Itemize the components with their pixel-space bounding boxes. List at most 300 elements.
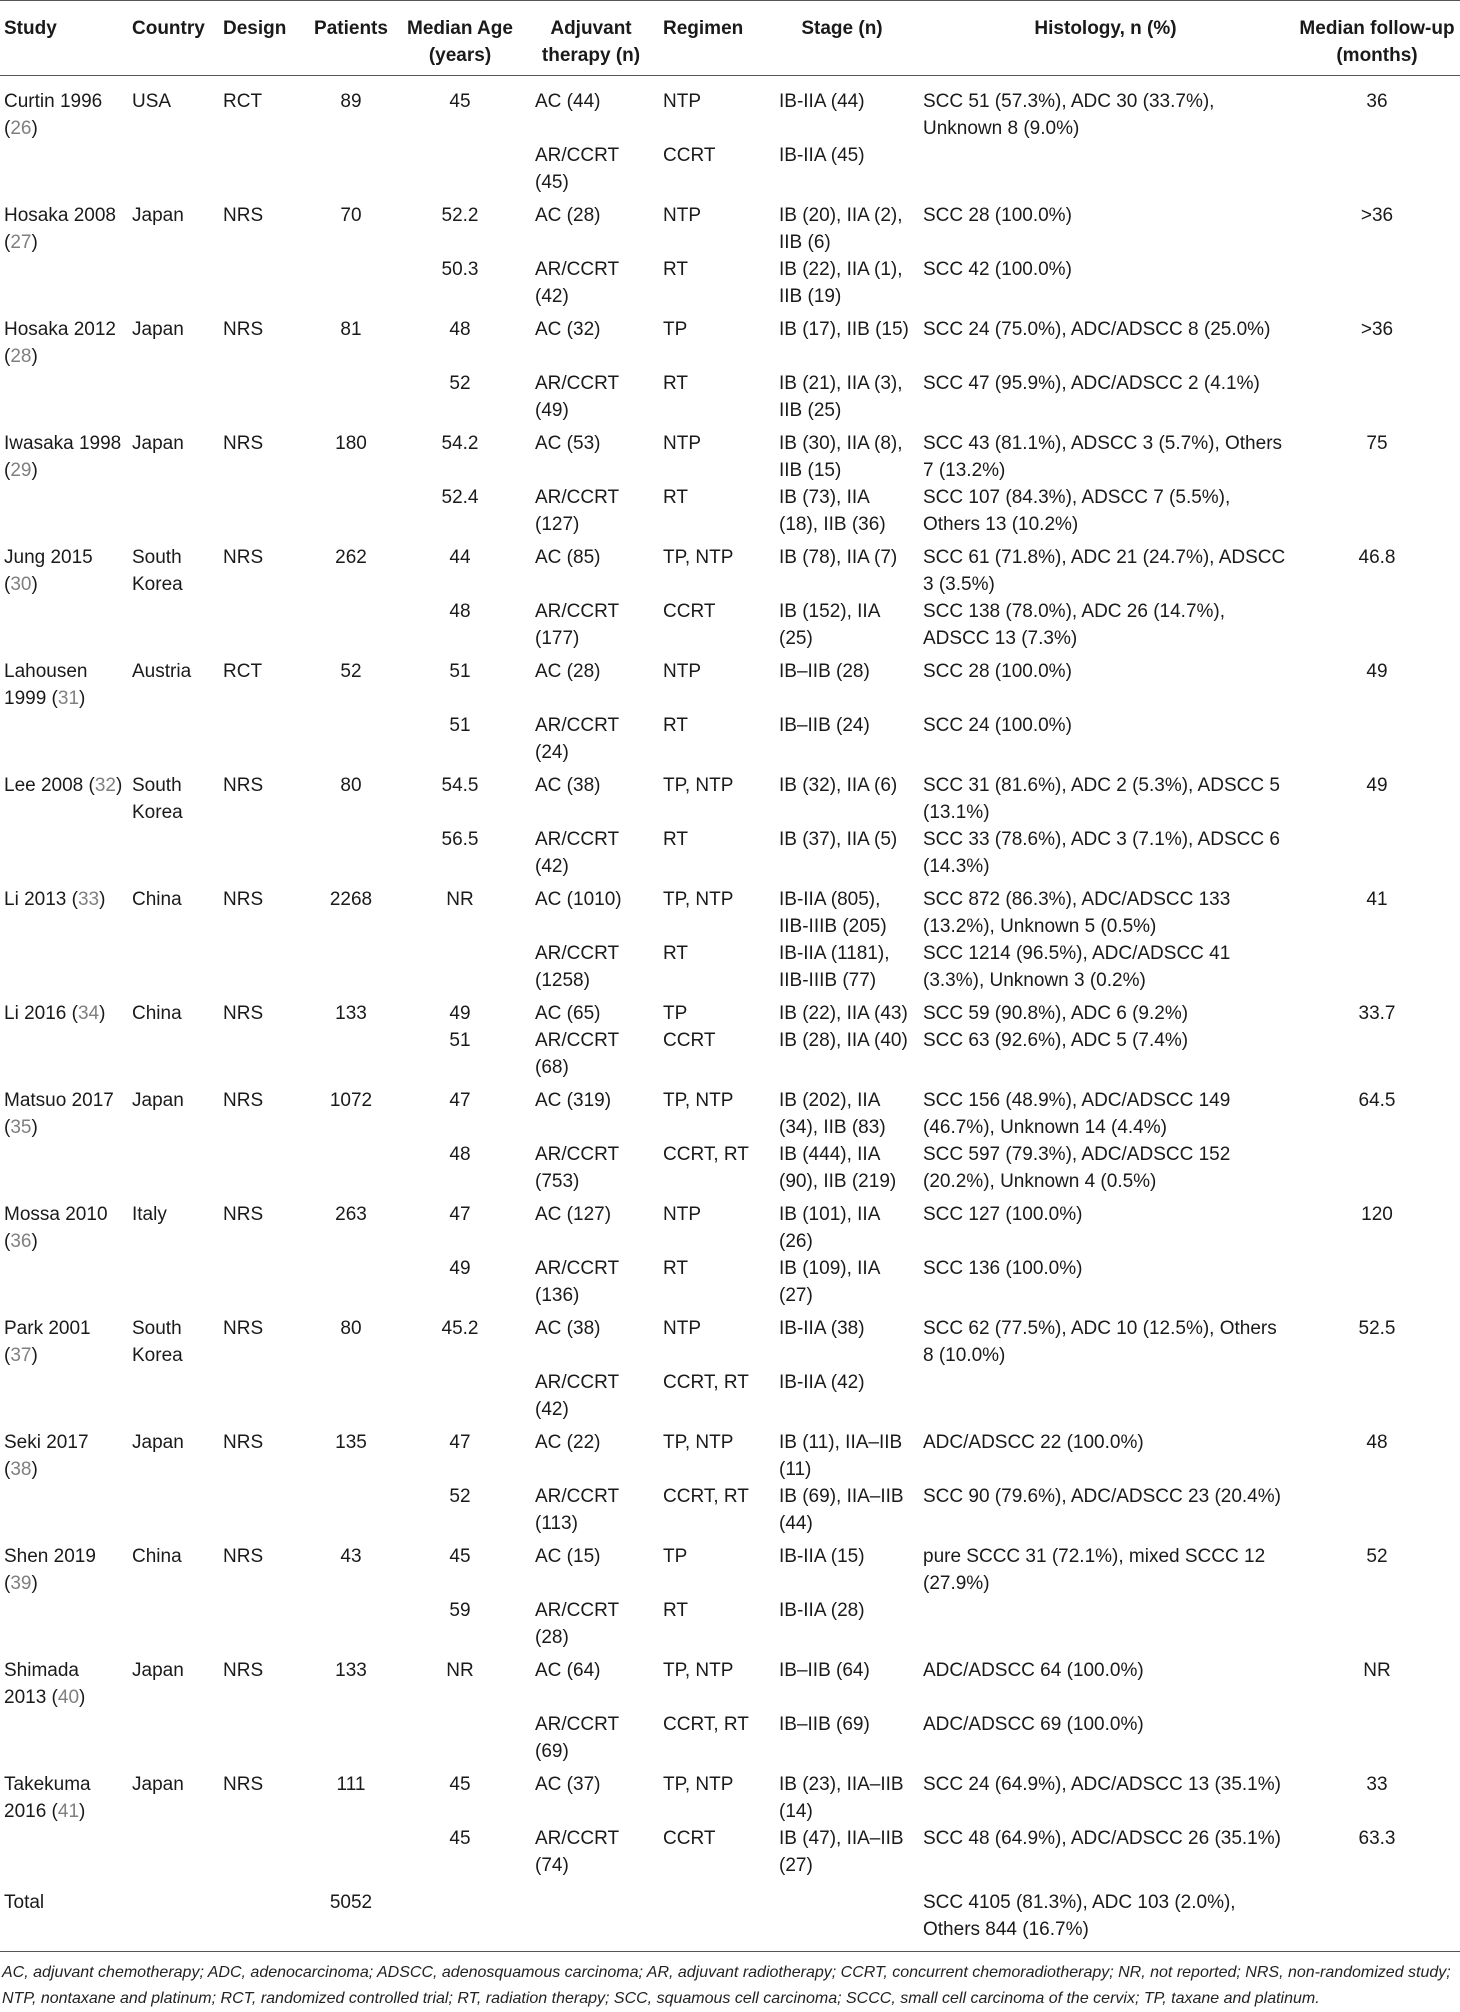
- table-row: [0, 940, 1460, 994]
- reference-link[interactable]: 28: [10, 346, 32, 367]
- cell-stage: IB–IIB (28): [779, 661, 870, 682]
- cell-stage: IB (28), IIA (40): [779, 1030, 908, 1051]
- cell-adjuvant-therapy: AC (38): [535, 775, 601, 796]
- table-row: [0, 1423, 1460, 1483]
- cell-patients: [305, 1711, 397, 1765]
- reference-link[interactable]: 36: [10, 1231, 32, 1252]
- cell-country: Japan: [132, 1660, 184, 1681]
- reference-link[interactable]: 26: [10, 118, 32, 139]
- cell-follow-up: [1294, 1597, 1460, 1651]
- cell-stage: IB (152), IIA (25): [779, 601, 880, 649]
- cell-median-age: [397, 1369, 523, 1423]
- cell-adjuvant-therapy: AC (38): [535, 1318, 601, 1339]
- cell-histology: SCC 51 (57.3%), ADC 30 (33.7%), Unknown 8 (9.0%): [923, 91, 1215, 139]
- table-row: [0, 766, 1460, 826]
- cell-country: [128, 1369, 219, 1423]
- cell-patients: [305, 256, 397, 310]
- cell-study: [0, 1483, 128, 1537]
- cell-adjuvant-therapy: AR/CCRT (42): [535, 829, 619, 877]
- cell-stage: IB (20), IIA (2), IIB (6): [779, 205, 903, 253]
- cell-adjuvant-therapy: AC (22): [535, 1432, 601, 1453]
- cell-follow-up: [1294, 1255, 1460, 1309]
- total-patients: 5052: [305, 1879, 397, 1952]
- cell-follow-up: [1294, 598, 1460, 652]
- cell-patients: [305, 1825, 397, 1879]
- cell-design: [219, 1255, 305, 1309]
- study-name: Shen 2019: [4, 1546, 96, 1567]
- reference-link[interactable]: 38: [10, 1459, 32, 1480]
- cell-stage: IB (47), IIA–IIB (27): [779, 1828, 904, 1876]
- cell-histology: pure SCCC 31 (72.1%), mixed SCCC 12 (27.9%): [923, 1546, 1266, 1594]
- cell-patients: [305, 826, 397, 880]
- cell-follow-up: 33.7: [1358, 1003, 1396, 1024]
- cell-patients: [305, 940, 397, 994]
- cell-patients: [305, 370, 397, 424]
- cell-adjuvant-therapy: AR/CCRT (28): [535, 1600, 619, 1648]
- cell-histology: [917, 1369, 1294, 1423]
- reference-link[interactable]: 31: [57, 688, 80, 709]
- reference-link[interactable]: 27: [10, 232, 32, 253]
- table-row: [0, 598, 1460, 652]
- cell-histology: SCC 24 (100.0%): [923, 715, 1072, 736]
- cell-histology: SCC 42 (100.0%): [923, 259, 1072, 280]
- cell-median-age: 48: [449, 1144, 471, 1165]
- empty-cell: [523, 1879, 659, 1952]
- cell-follow-up: [1294, 712, 1460, 766]
- reference-link[interactable]: 35: [10, 1117, 32, 1138]
- cell-design: [219, 1369, 305, 1423]
- table-row: [0, 1141, 1460, 1195]
- table-row: [0, 1483, 1460, 1537]
- reference-link[interactable]: 29: [10, 460, 32, 481]
- cell-adjuvant-therapy: AR/CCRT (113): [535, 1486, 619, 1534]
- cell-patients: [305, 1255, 397, 1309]
- cell-median-age: [397, 142, 523, 196]
- cell-study: [0, 1141, 128, 1195]
- cell-study: Matsuo 2017 (35): [4, 1090, 114, 1138]
- cell-country: [128, 256, 219, 310]
- cell-histology: SCC 1214 (96.5%), ADC/ADSCC 41 (3.3%), Unknown 3 (0.2%): [923, 943, 1231, 991]
- cell-median-age: [397, 940, 523, 994]
- column-header: Stage (n): [767, 1, 917, 76]
- cell-regimen: RT: [663, 487, 688, 508]
- cell-regimen: CCRT, RT: [663, 1486, 749, 1507]
- cell-median-age: 45: [449, 1828, 471, 1849]
- cell-design: NRS: [223, 775, 264, 796]
- cell-regimen: CCRT, RT: [663, 1372, 749, 1393]
- cell-histology: SCC 59 (90.8%), ADC 6 (9.2%): [923, 1003, 1189, 1024]
- cell-stage: IB (22), IIA (43): [779, 1003, 908, 1024]
- cell-design: [219, 142, 305, 196]
- cell-median-age: 54.2: [441, 433, 479, 454]
- cell-histology: SCC 43 (81.1%), ADSCC 3 (5.7%), Others 7 (13.2%): [923, 433, 1283, 481]
- cell-histology: ADC/ADSCC 64 (100.0%): [923, 1660, 1144, 1681]
- cell-study: [0, 1825, 128, 1879]
- cell-adjuvant-therapy: AC (28): [535, 661, 601, 682]
- cell-follow-up: [1294, 1369, 1460, 1423]
- cell-study: Lee 2008 (32): [4, 775, 123, 796]
- cell-follow-up: [1294, 1483, 1460, 1537]
- cell-follow-up: [1294, 484, 1460, 538]
- empty-cell: [767, 1879, 917, 1952]
- cell-patients: 2268: [329, 889, 373, 910]
- cell-study: [0, 712, 128, 766]
- cell-histology: SCC 62 (77.5%), ADC 10 (12.5%), Others 8 (10.0%): [923, 1318, 1277, 1366]
- cell-adjuvant-therapy: AR/CCRT (68): [535, 1030, 619, 1078]
- table-row: [0, 652, 1460, 712]
- study-name: Jung 2015: [4, 547, 93, 568]
- cell-median-age: 47: [449, 1204, 471, 1225]
- column-header: Patients: [305, 1, 397, 76]
- cell-country: [128, 826, 219, 880]
- cell-study: Mossa 2010 (36): [4, 1204, 108, 1252]
- cell-country: China: [132, 1003, 182, 1024]
- cell-follow-up: 64.5: [1358, 1090, 1396, 1111]
- cell-design: NRS: [223, 205, 264, 226]
- cell-country: [128, 712, 219, 766]
- study-name: Takekuma 2016: [4, 1774, 91, 1822]
- cell-adjuvant-therapy: AR/CCRT (127): [535, 487, 619, 535]
- cell-regimen: TP, NTP: [663, 775, 734, 796]
- cell-stage: IB (202), IIA (34), IIB (83): [779, 1090, 886, 1138]
- cell-regimen: NTP: [663, 205, 701, 226]
- cell-country: [128, 370, 219, 424]
- cell-design: [219, 1597, 305, 1651]
- cell-country: China: [132, 889, 182, 910]
- cell-patients: [305, 598, 397, 652]
- table-row: [0, 1825, 1460, 1879]
- cell-country: South Korea: [132, 547, 183, 595]
- reference-link[interactable]: 32: [94, 775, 116, 796]
- cell-regimen: NTP: [663, 661, 701, 682]
- cell-follow-up: [1294, 1711, 1460, 1765]
- cell-median-age: 45: [449, 1774, 471, 1795]
- cell-stage: IB–IIB (64): [779, 1660, 870, 1681]
- cell-regimen: CCRT, RT: [663, 1714, 749, 1735]
- cell-regimen: TP, NTP: [663, 1090, 734, 1111]
- cell-design: NRS: [223, 433, 264, 454]
- cell-design: NRS: [223, 1003, 264, 1024]
- cell-median-age: 52: [449, 373, 471, 394]
- cell-stage: IB-IIA (44): [779, 91, 865, 112]
- cell-adjuvant-therapy: AR/CCRT (42): [535, 1372, 619, 1420]
- cell-median-age: 49: [449, 1003, 471, 1024]
- cell-design: RCT: [223, 661, 263, 682]
- cell-country: [128, 484, 219, 538]
- cell-design: [219, 1711, 305, 1765]
- study-name: Hosaka 2012: [4, 319, 116, 340]
- study-name: Curtin 1996: [4, 91, 103, 112]
- cell-stage: IB-IIA (45): [779, 145, 865, 166]
- cell-adjuvant-therapy: AC (1010): [535, 889, 622, 910]
- cell-adjuvant-therapy: AC (32): [535, 319, 601, 340]
- table-row: [0, 256, 1460, 310]
- table-body: [0, 76, 1460, 1952]
- cell-country: [128, 1825, 219, 1879]
- column-header: Adjuvant therapy (n): [523, 1, 659, 76]
- empty-cell: [219, 1879, 305, 1952]
- cell-stage: IB (101), IIA (26): [779, 1204, 880, 1252]
- cell-study: Lahousen 1999 (31): [4, 661, 88, 709]
- table-row: [0, 1027, 1460, 1081]
- cell-patients: [305, 1597, 397, 1651]
- reference-link[interactable]: 39: [10, 1573, 32, 1594]
- study-name: Li 2016: [4, 1003, 67, 1024]
- cell-design: [219, 1027, 305, 1081]
- table-row: [0, 1309, 1460, 1369]
- cell-histology: SCC 48 (64.9%), ADC/ADSCC 26 (35.1%): [923, 1828, 1281, 1849]
- cell-country: Japan: [132, 1774, 184, 1795]
- table-row: [0, 1195, 1460, 1255]
- cell-study: [0, 1027, 128, 1081]
- study-name: Lee 2008: [4, 775, 84, 796]
- cell-regimen: RT: [663, 715, 688, 736]
- cell-design: NRS: [223, 1204, 264, 1225]
- cell-design: NRS: [223, 1318, 264, 1339]
- table-row: [0, 1255, 1460, 1309]
- cell-patients: 180: [335, 433, 367, 454]
- cell-country: Italy: [132, 1204, 167, 1225]
- cell-patients: [305, 1369, 397, 1423]
- cell-regimen: RT: [663, 829, 688, 850]
- table-row: [0, 76, 1460, 143]
- cell-median-age: 56.5: [441, 829, 479, 850]
- total-histology: SCC 4105 (81.3%), ADC 103 (2.0%), Others 844 (16.7%): [917, 1879, 1294, 1952]
- reference-link[interactable]: 34: [77, 1003, 100, 1024]
- cell-regimen: CCRT: [663, 1030, 716, 1051]
- cell-study: Park 2001 (37): [4, 1318, 91, 1366]
- cell-histology: SCC 107 (84.3%), ADSCC 7 (5.5%), Others 13 (10.2%): [923, 487, 1231, 535]
- cell-regimen: NTP: [663, 433, 701, 454]
- cell-country: Japan: [132, 1432, 184, 1453]
- cell-median-age: 48: [449, 601, 471, 622]
- cell-follow-up: [1294, 370, 1460, 424]
- cell-adjuvant-therapy: AR/CCRT (45): [535, 145, 619, 193]
- cell-adjuvant-therapy: AR/CCRT (24): [535, 715, 619, 763]
- study-name: Lahousen 1999: [4, 661, 88, 709]
- cell-histology: SCC 597 (79.3%), ADC/ADSCC 152 (20.2%), Unknown 4 (0.5%): [923, 1144, 1231, 1192]
- study-name: Li 2013: [4, 889, 67, 910]
- cell-median-age: 47: [449, 1090, 471, 1111]
- cell-study: [0, 1711, 128, 1765]
- cell-patients: 111: [336, 1774, 366, 1795]
- cell-median-age: 45.2: [441, 1318, 479, 1339]
- cell-histology: SCC 90 (79.6%), ADC/ADSCC 23 (20.4%): [923, 1486, 1281, 1507]
- study-name: Shimada 2013: [4, 1660, 79, 1708]
- cell-stage: IB (21), IIA (3), IIB (25): [779, 373, 903, 421]
- cell-study: Curtin 1996 (26): [4, 91, 103, 139]
- cell-follow-up: 49: [1366, 661, 1388, 682]
- cell-patients: 43: [340, 1546, 362, 1567]
- cell-adjuvant-therapy: AC (127): [535, 1204, 612, 1225]
- cell-study: Takekuma 2016 (41): [4, 1774, 91, 1822]
- cell-histology: SCC 138 (78.0%), ADC 26 (14.7%), ADSCC 13 (7.3%): [923, 601, 1226, 649]
- cell-design: [219, 370, 305, 424]
- cell-study: [0, 1369, 128, 1423]
- cell-country: [128, 1597, 219, 1651]
- cell-follow-up: 75: [1366, 433, 1388, 454]
- cell-patients: 133: [335, 1003, 367, 1024]
- cell-median-age: 45: [449, 91, 471, 112]
- cell-country: [128, 1711, 219, 1765]
- table-row: [0, 1081, 1460, 1141]
- cell-patients: [305, 1027, 397, 1081]
- cell-design: NRS: [223, 319, 264, 340]
- cell-patients: 133: [335, 1660, 367, 1681]
- cell-study: [0, 1255, 128, 1309]
- cell-histology: SCC 28 (100.0%): [923, 661, 1072, 682]
- table-row: [0, 994, 1460, 1027]
- column-header: Regimen: [659, 1, 767, 76]
- table-row: [0, 370, 1460, 424]
- cell-histology: SCC 61 (71.8%), ADC 21 (24.7%), ADSCC 3 (3.5%): [923, 547, 1286, 595]
- cell-adjuvant-therapy: AC (15): [535, 1546, 601, 1567]
- cell-country: [128, 1141, 219, 1195]
- cell-country: Japan: [132, 205, 184, 226]
- cell-design: [219, 1141, 305, 1195]
- cell-patients: [305, 142, 397, 196]
- cell-patients: 70: [340, 205, 362, 226]
- cell-follow-up: [1294, 1141, 1460, 1195]
- cell-regimen: RT: [663, 1258, 688, 1279]
- cell-country: [128, 1027, 219, 1081]
- cell-regimen: CCRT: [663, 1828, 716, 1849]
- cell-adjuvant-therapy: AR/CCRT (753): [535, 1144, 619, 1192]
- cell-histology: SCC 33 (78.6%), ADC 3 (7.1%), ADSCC 6 (14.3%): [923, 829, 1280, 877]
- reference-link[interactable]: 41: [57, 1801, 80, 1822]
- cell-design: [219, 484, 305, 538]
- cell-histology: SCC 47 (95.9%), ADC/ADSCC 2 (4.1%): [923, 373, 1260, 394]
- cell-stage: IB-IIA (42): [779, 1372, 865, 1393]
- table-row: [0, 1597, 1460, 1651]
- cell-study: Shimada 2013 (40): [4, 1660, 86, 1708]
- cell-study: Seki 2017 (38): [4, 1432, 89, 1480]
- cell-adjuvant-therapy: AC (53): [535, 433, 601, 454]
- cell-country: [128, 142, 219, 196]
- cell-adjuvant-therapy: AC (44): [535, 91, 601, 112]
- study-name: Matsuo 2017: [4, 1090, 114, 1111]
- column-header: Study: [0, 1, 128, 76]
- cell-study: [0, 826, 128, 880]
- cell-stage: IB (109), IIA (27): [779, 1258, 880, 1306]
- cell-design: [219, 1483, 305, 1537]
- cell-follow-up: 49: [1366, 775, 1388, 796]
- cell-follow-up: 52: [1366, 1546, 1388, 1567]
- cell-histology: SCC 24 (64.9%), ADC/ADSCC 13 (35.1%): [923, 1774, 1281, 1795]
- cell-design: NRS: [223, 1774, 264, 1795]
- cell-adjuvant-therapy: AC (85): [535, 547, 601, 568]
- cell-study: [0, 484, 128, 538]
- cell-stage: IB (69), IIA–IIB (44): [779, 1486, 904, 1534]
- cell-follow-up: 33: [1366, 1774, 1388, 1795]
- cell-patients: 262: [335, 547, 367, 568]
- column-header: Median Age (years): [397, 1, 523, 76]
- cell-stage: IB–IIB (69): [779, 1714, 870, 1735]
- cell-follow-up: [1294, 940, 1460, 994]
- table-row: [0, 880, 1460, 940]
- table-row: [0, 484, 1460, 538]
- study-name: Seki 2017: [4, 1432, 89, 1453]
- cell-follow-up: 36: [1366, 91, 1388, 112]
- cell-design: NRS: [223, 1546, 264, 1567]
- study-name: Park 2001: [4, 1318, 91, 1339]
- cell-study: Hosaka 2012 (28): [4, 319, 116, 367]
- reference-link[interactable]: 37: [10, 1345, 32, 1366]
- cell-adjuvant-therapy: AC (64): [535, 1660, 601, 1681]
- table-row: [0, 1369, 1460, 1423]
- cell-country: South Korea: [132, 775, 183, 823]
- cell-regimen: TP, NTP: [663, 547, 734, 568]
- cell-country: Japan: [132, 1090, 184, 1111]
- empty-cell: [397, 1879, 523, 1952]
- table-row: [0, 142, 1460, 196]
- cell-country: Japan: [132, 319, 184, 340]
- table-row: [0, 1765, 1460, 1825]
- column-header: Country: [128, 1, 219, 76]
- reference-link[interactable]: 33: [77, 889, 100, 910]
- cell-regimen: TP, NTP: [663, 1774, 734, 1795]
- cell-patients: [305, 1141, 397, 1195]
- cell-study: [0, 370, 128, 424]
- cell-follow-up: 46.8: [1358, 547, 1396, 568]
- cell-median-age: 50.3: [441, 259, 479, 280]
- cell-stage: IB (22), IIA (1), IIB (19): [779, 259, 903, 307]
- reference-link[interactable]: 30: [10, 574, 32, 595]
- cell-design: [219, 826, 305, 880]
- cell-regimen: TP, NTP: [663, 889, 734, 910]
- cell-adjuvant-therapy: AR/CCRT (49): [535, 373, 619, 421]
- cell-adjuvant-therapy: AC (28): [535, 205, 601, 226]
- table-row: [0, 712, 1460, 766]
- cell-country: Austria: [132, 661, 192, 682]
- table-row: [0, 538, 1460, 598]
- cell-study: [0, 598, 128, 652]
- cell-adjuvant-therapy: AR/CCRT (74): [535, 1828, 619, 1876]
- cell-histology: [917, 1597, 1294, 1651]
- cell-stage: IB (23), IIA–IIB (14): [779, 1774, 904, 1822]
- cell-follow-up: [1294, 1027, 1460, 1081]
- cell-adjuvant-therapy: AR/CCRT (177): [535, 601, 619, 649]
- column-header: Median follow-up (months): [1294, 1, 1460, 76]
- total-label: Total: [0, 1879, 128, 1952]
- cell-median-age: 51: [449, 661, 471, 682]
- reference-link[interactable]: 40: [57, 1687, 80, 1708]
- cell-histology: SCC 127 (100.0%): [923, 1204, 1083, 1225]
- cell-follow-up: 120: [1361, 1204, 1393, 1225]
- cell-study: [0, 142, 128, 196]
- empty-cell: [659, 1879, 767, 1952]
- cell-follow-up: 63.3: [1358, 1828, 1396, 1849]
- cell-median-age: 44: [449, 547, 471, 568]
- cell-design: [219, 598, 305, 652]
- cell-histology: [917, 142, 1294, 196]
- empty-cell: [128, 1879, 219, 1952]
- cell-patients: 81: [340, 319, 362, 340]
- cell-regimen: RT: [663, 1600, 688, 1621]
- cell-study: [0, 1597, 128, 1651]
- cell-regimen: TP: [663, 1546, 688, 1567]
- cell-study: Hosaka 2008 (27): [4, 205, 116, 253]
- cell-follow-up: 41: [1366, 889, 1388, 910]
- cell-median-age: NR: [446, 1660, 474, 1681]
- cell-adjuvant-therapy: AR/CCRT (69): [535, 1714, 619, 1762]
- table-row: [0, 1711, 1460, 1765]
- cell-regimen: NTP: [663, 1318, 701, 1339]
- cell-regimen: CCRT, RT: [663, 1144, 749, 1165]
- cell-stage: IB-IIA (15): [779, 1546, 865, 1567]
- cell-design: [219, 256, 305, 310]
- cell-stage: IB-IIA (1181), IIB-IIIB (77): [779, 943, 890, 991]
